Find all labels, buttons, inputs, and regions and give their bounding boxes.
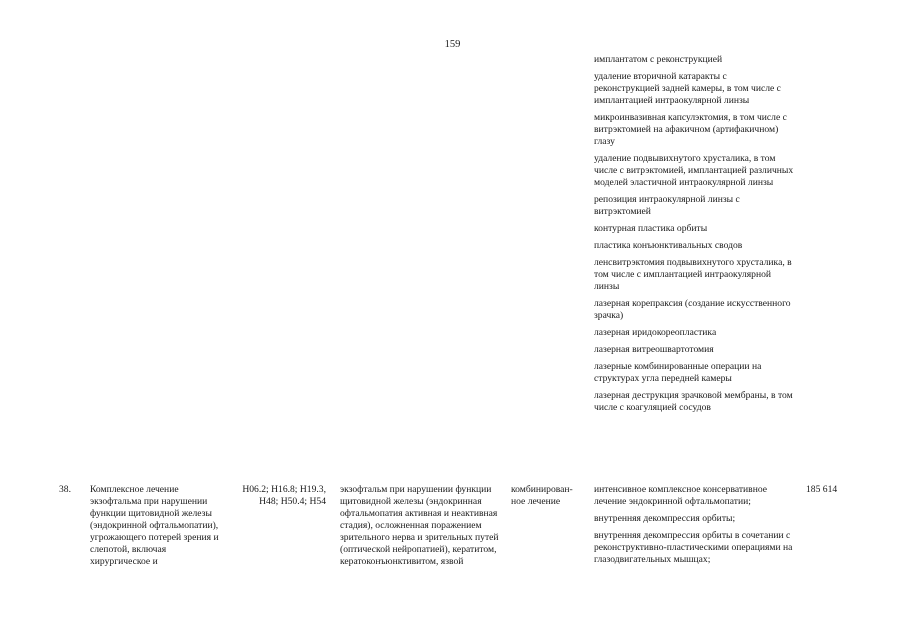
method-item: лазерная деструкция зрачковой мембраны, в том числе с коагуляцией сосудов: [594, 390, 793, 413]
method-item: внутренняя декомпрессия орбиты;: [594, 513, 736, 524]
method-item: контурная пластика орбиты: [594, 223, 708, 234]
row-name: Комплексное лечение экзофтальма при нарушении функции щитовидной железы (эндокринной офтальмопатии), угрожающего потерей зрения и слепотой, включая хирургическое и: [90, 484, 219, 567]
method-item: микроинвазивная капсулэктомия, в том числе с витрэктомией на афакичном (артифакичном) глазу: [594, 112, 787, 147]
continued-methods-list: [594, 54, 794, 419]
method-item: пластика конъюнктивальных сводов: [594, 240, 743, 251]
method-item: ленсвитрэктомия подвывихнутого хрусталика, в том числе с имплантацией интраокулярной линзы: [594, 257, 792, 292]
row-number: 38.: [59, 484, 71, 495]
page-number: 159: [444, 39, 461, 50]
method-item: удаление вторичной катаракты с реконструкцией задней камеры, в том числе с имплантацией интраокулярной линзы: [594, 71, 781, 106]
method-item: лазерные комбинированные операции на структурах угла передней камеры: [594, 361, 762, 384]
table-row: [0, 484, 905, 604]
method-item: лазерная иридокореопластика: [594, 327, 717, 338]
method-item: имплантатом с реконструкцией: [594, 54, 723, 65]
method-item: внутренняя декомпрессия орбиты в сочетании с реконструктивно-пластическими операциями на глазодвигательных мышцах;: [594, 530, 793, 565]
method-item: интенсивное комплексное консервативное лечение эндокринной офтальмопатии;: [594, 484, 768, 507]
row-treatment-type: комбинирован- ное лечение: [511, 484, 573, 507]
method-item: лазерная корепраксия (создание искусственного зрачка): [594, 298, 791, 321]
row-cost: 185 614: [806, 484, 838, 495]
method-item: лазерная витреошвартотомия: [594, 344, 714, 355]
row-patient-model: экзофтальм при нарушении функции щитовидной железы (эндокринная офтальмопатия активная и неактивная стадия), осложненная поражением зрительного нерва и зрительных путей (оптической нейропатией), кератитом, кератоконъюнктивитом, язвой: [340, 484, 499, 567]
row-methods: [594, 484, 794, 571]
method-item: репозиция интраокулярной линзы с витрэктомией: [594, 194, 740, 217]
row-icd-codes: H06.2; H16.8; H19.3, H48; H50.4; H54: [242, 484, 326, 507]
method-item: удаление подвывихнутого хрусталика, в том числе с витрэктомией, имплантацией различных моделей эластичной интраокулярной линзы: [594, 153, 794, 188]
